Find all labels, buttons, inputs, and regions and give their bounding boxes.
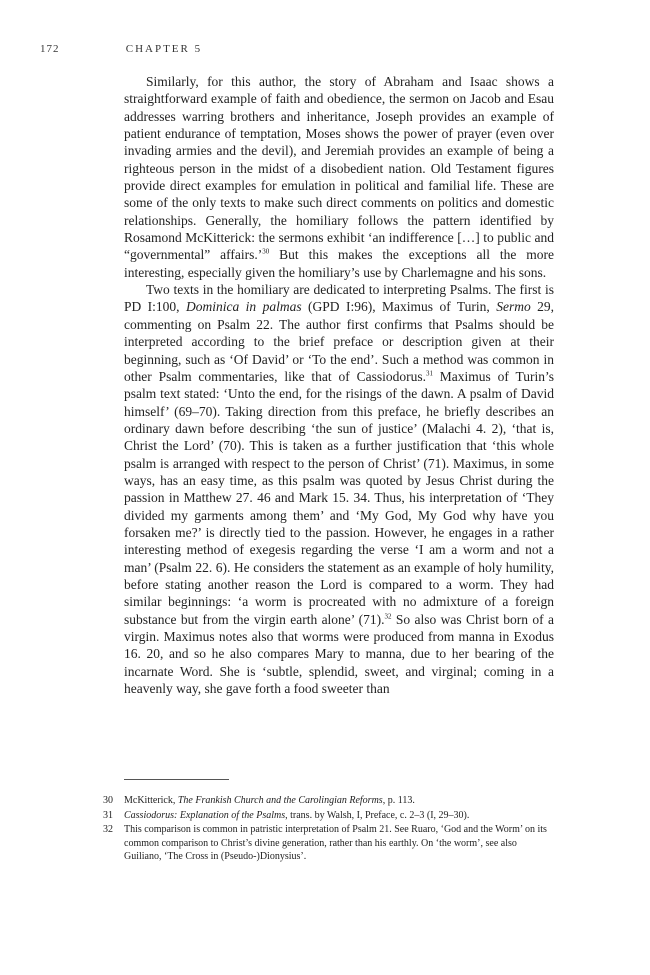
text-run: This comparison is common in patristic interpretation of Psalm 21. See Ruaro, ‘God and the Worm’ on its common comparison to Christ’s divine generation, rather than his earthly. On ‘the worm’, see also Guiliano, ‘The Cross in (Pseudo-)Dionysius’. [124, 824, 547, 862]
running-header [40, 43, 558, 55]
footnote-text [124, 809, 554, 822]
footnote [103, 823, 554, 863]
text-run: So also was Christ born of a virgin. Maximus notes also that worms were produced from manna in Exodus 16. 20, and so he also compares Mary to manna, due to her bearing of the incarnate Word. She is ‘subtle, splendid, sweet, and virginal; coming in a heavenly way, she gave forth a food sweeter than [124, 611, 554, 697]
footnote-number: 31 [103, 809, 113, 821]
footnote-divider [124, 779, 229, 780]
italic-text: The Frankish Church and the Carolingian Reforms [177, 795, 383, 806]
main-text [124, 73, 554, 697]
paragraph [124, 281, 554, 697]
footnote-marker: 30 [262, 247, 270, 256]
italic-text: Sermo [496, 299, 531, 315]
italic-text: Cassiodorus: Explanation of the Psalms [124, 809, 286, 821]
footnote-text [124, 794, 554, 807]
text-run: McKitterick, [124, 795, 178, 806]
footnote-text [124, 823, 554, 863]
paragraph [124, 73, 554, 281]
footnote-marker: 31 [425, 369, 433, 378]
text-run: Maximus of Turin’s psalm text stated: ‘Unto the end, for the risings of the dawn. A psalm of David himself’ (69–70). Taking direction from this preface, he briefly describes an ordinary dawn before describing ‘the sun of justice’ (Malachi 4. 2), ‘that is, Christ the Lord’ (70). This is taken as a further justification that ‘this whole psalm is arranged with respect to the person of Christ’ (71). Maximus, in some ways, has an easy time, as this psalm was quoted by Jesus Christ during the passion in Matthew 27. 46 and Mark 15. 34. Thus, his interpretation of ‘They divided my garments among them’ and ‘My God, My God why have you forsaken me?’ is directly tied to the passion. However, he engages in a rather interesting method of exegesis regarding the verse ‘I am a worm and not a man’ (Psalm 22. 6). He considers the statement as an example of holy humility, before stating another reason the Lord is compared to a worm. They had similar beginnings: ‘a worm is procreated with no admixture of a foreign substance but from the virgin earth alone’ (71). [124, 368, 554, 627]
footnote [103, 809, 554, 822]
chapter-title: CHAPTER 5 [125, 43, 203, 55]
footnote-number: 30 [103, 795, 113, 806]
italic-text: Dominica in palmas [186, 299, 302, 315]
footnote-marker: 32 [384, 612, 392, 621]
text-run: (GPD I:96), Maximus of Turin, [301, 299, 497, 315]
text-run: , p. 113. [382, 795, 415, 806]
text-run: But this makes the exceptions all the more interesting, especially given the homiliary’s use by Charlemagne and his sons. [124, 247, 555, 280]
text-run: 29, commenting on Psalm 22. The author first confirms that Psalms should be interpreted according to the brief preface or description given at their beginning, such as ‘Of David’ or ‘To the end’. Such a method was common in other Psalm commentaries, like that of Cassiodorus. [124, 299, 555, 384]
text-run: Two texts in the homiliary are dedicated to interpreting Psalms. The first is PD I:100, [124, 282, 554, 315]
footnotes [103, 794, 554, 865]
footnote-number: 32 [103, 824, 113, 836]
text-run: Similarly, for this author, the story of Abraham and Isaac shows a straightforward example of faith and obedience, the sermon on Jacob and Esau addresses warring brothers and inheritance, Joseph provides an example of patient endurance of temptation, Moses shows the power of prayer (even over invading armies and the devil), and Jeremiah provides an example of being a righteous person in the midst of a disobedient nation. Old Testament figures provide direct examples for emulation in political and familial life. These are some of the only texts to make such direct comments on politics and domestic relationships. Generally, the homiliary follows the pattern identified by Rosamond McKitterick: the sermons exhibit ‘an indifference […] to public and “governmental” affairs.’ [124, 74, 554, 263]
footnote [103, 794, 554, 807]
page-number: 172 [40, 43, 60, 55]
text-run: , trans. by Walsh, I, Preface, c. 2–3 (I, 29–30). [285, 809, 470, 821]
